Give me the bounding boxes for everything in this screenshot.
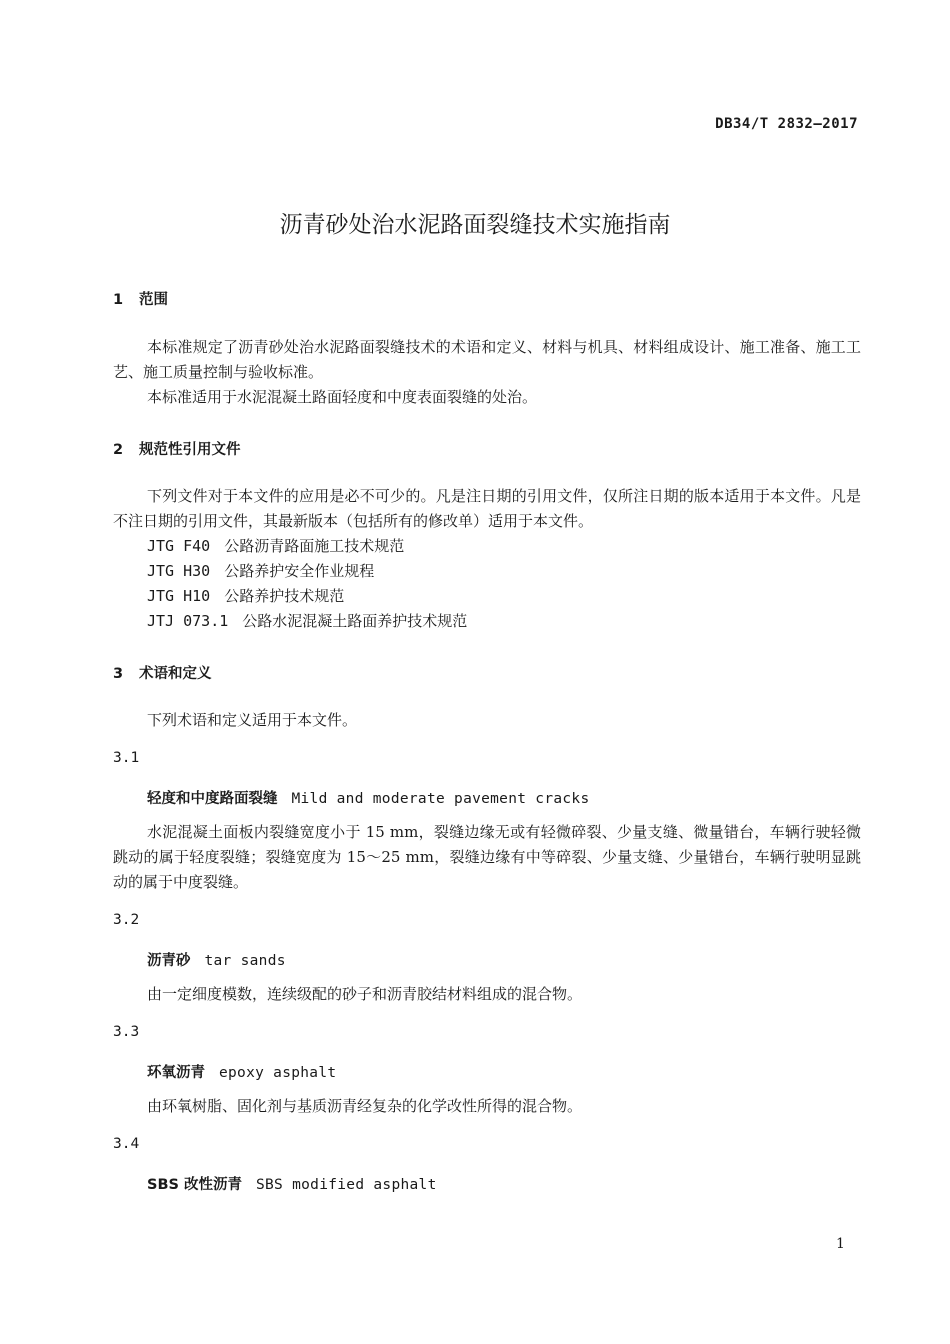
section-title: 范围 xyxy=(139,292,168,308)
term-zh: 环氧沥青 xyxy=(147,1065,205,1081)
document-code: DB34/T 2832—2017 xyxy=(715,116,858,132)
term-en: Mild and moderate pavement cracks xyxy=(291,791,590,807)
section-title: 术语和定义 xyxy=(139,666,212,682)
term-heading xyxy=(147,1173,437,1194)
section-number: 2 xyxy=(113,442,124,458)
reference-title: 公路养护技术规范 xyxy=(224,587,345,605)
term-definition: 由一定细度模数，连续级配的砂子和沥青胶结材料组成的混合物。 xyxy=(147,985,583,1003)
page-number: 1 xyxy=(836,1236,845,1252)
term-en: tar sands xyxy=(204,953,286,969)
reference-item xyxy=(147,559,374,584)
section-heading xyxy=(113,288,168,309)
paragraph: 下列文件对于本文件的应用是必不可少的。凡是注日期的引用文件，仅所注日期的版本适用于本文件。凡是不注日期的引用文件，其最新版本（包括所有的修改单）适用于本文件。 xyxy=(113,487,861,530)
reference-item xyxy=(147,534,404,559)
section-heading xyxy=(113,662,212,683)
document-title: 沥青砂处治水泥路面裂缝技术实施指南 xyxy=(279,212,671,238)
reference-code: JTJ 073.1 xyxy=(147,612,229,630)
term-zh: SBS 改性沥青 xyxy=(147,1177,242,1193)
paragraph: 本标准规定了沥青砂处治水泥路面裂缝技术的术语和定义、材料与机具、材料组成设计、施工准备、施工工艺、施工质量控制与验收标准。 xyxy=(113,338,861,381)
reference-title: 公路养护安全作业规程 xyxy=(224,562,375,580)
section-title: 规范性引用文件 xyxy=(139,442,241,458)
reference-item xyxy=(147,584,344,609)
reference-title: 公路水泥混凝土路面养护技术规范 xyxy=(242,612,468,630)
term-number: 3.2 xyxy=(113,912,140,928)
term-definition: 水泥混凝土面板内裂缝宽度小于 15 mm，裂缝边缘无或有轻微碎裂、少量支缝、微量错台，车辆行驶轻微跳动的属于轻度裂缝；裂缝宽度为 15～25 mm，裂缝边缘有中等碎裂、少量支缝、少量错台，车辆行驶明显跳动的属于中度裂缝。 xyxy=(113,823,861,891)
section-number: 1 xyxy=(113,292,124,308)
term-heading xyxy=(147,1061,336,1082)
reference-code: JTG H30 xyxy=(147,562,211,580)
term-zh: 轻度和中度路面裂缝 xyxy=(147,791,278,807)
term-definition: 由环氧树脂、固化剂与基质沥青经复杂的化学改性所得的混合物。 xyxy=(147,1097,583,1115)
term-en: SBS modified asphalt xyxy=(256,1177,437,1193)
term-number: 3.1 xyxy=(113,750,140,766)
reference-title: 公路沥青路面施工技术规范 xyxy=(224,537,405,555)
paragraph: 本标准适用于水泥混凝土路面轻度和中度表面裂缝的处治。 xyxy=(147,388,538,406)
paragraph: 下列术语和定义适用于本文件。 xyxy=(147,711,358,729)
section-heading xyxy=(113,438,241,459)
reference-code: JTG H10 xyxy=(147,587,211,605)
term-number: 3.4 xyxy=(113,1136,140,1152)
term-heading xyxy=(147,787,589,808)
term-en: epoxy asphalt xyxy=(219,1065,337,1081)
reference-code: JTG F40 xyxy=(147,537,211,555)
term-heading xyxy=(147,949,286,970)
term-number: 3.3 xyxy=(113,1024,140,1040)
term-zh: 沥青砂 xyxy=(147,953,191,969)
reference-item xyxy=(147,609,467,634)
section-number: 3 xyxy=(113,666,124,682)
